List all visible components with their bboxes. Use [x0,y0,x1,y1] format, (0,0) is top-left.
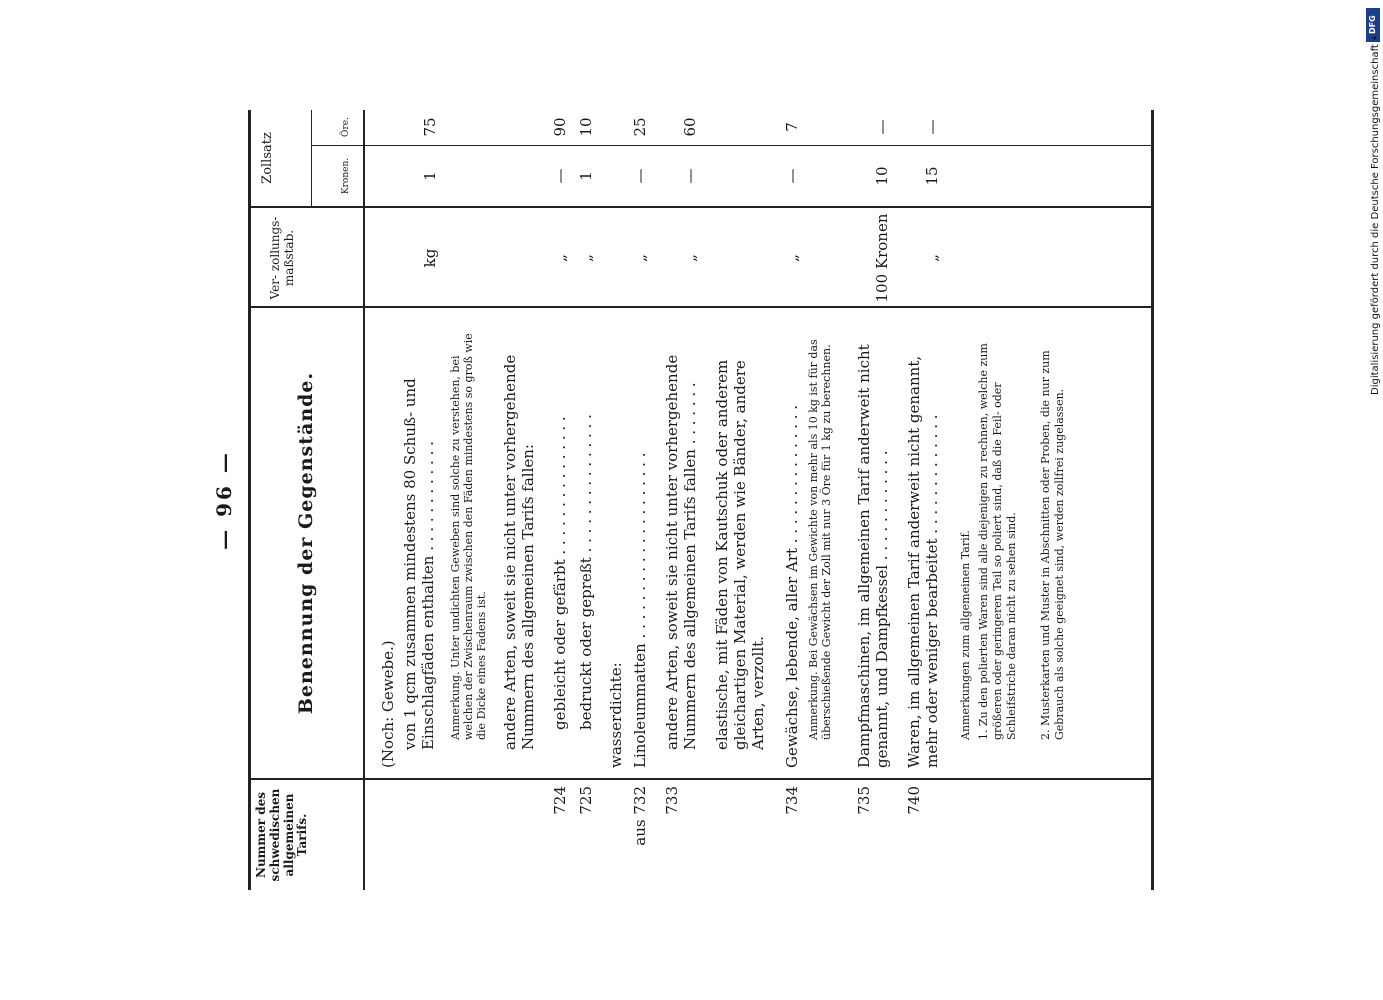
dfg-logo: DFG [1366,8,1380,42]
item-text: bedruckt oder gepreßt . . . . . . . . . . . . . . . [577,414,595,730]
zollsatz-rule [311,110,312,208]
annotation-text: Anmerkung. Unter undichten Geweben sind solche zu verstehen, bei welchen der Zwischenraum zwischen den Fäden mindestens so groß wie die Dicke eines Fadens ist. [449,333,488,740]
header-nummer: Nummer des schwedischen allgemeinen Tarifs. [254,788,310,882]
item-text: andere Arten, soweit sie nicht unter vorhergehende Nummern des allgemeinen Tarifs fallen: [501,354,537,750]
ore-value: 75 [421,117,439,137]
item-text: elastische, mit Fäden von Kautschuk oder anderem gleichartigen Material, werden wie Bänder, andere Arten, verzollt. [713,359,767,750]
digitization-note: Digitalisierung gefördert durch die Deutsche Forschungsgemeinschaft • [1370,35,1381,395]
unit: „ [577,254,595,262]
kronen-value: — [681,168,699,184]
ore-value: 7 [783,122,801,132]
item-text: andere Arten, soweit sie nicht unter vorhergehende Nummern des allgemeinen Tarifs fallen . . . . . . . [663,354,699,750]
kronen-value: 1 [421,171,439,181]
header-verzollung: Ver- zollungs- maßstab. [268,216,296,300]
header-ore: Öre. [341,117,351,137]
note-item: 2. Musterkarten und Muster in Abschnitten oder Proben, die nur zum Gebrauch als solche geeignet sind, werden zollfrei zugelassen. [1039,350,1066,740]
ore-value: 25 [631,117,649,137]
unit: „ [551,254,569,262]
unit: „ [631,254,649,262]
tariff-number: 734 [783,786,801,815]
ore-value: 90 [551,117,569,137]
kronen-value: — [631,168,649,184]
item-text: Gewächse, lebende, aller Art . . . . . . . . . . . . . . . [783,404,801,768]
ore-value: 10 [577,117,595,137]
item-text: Linoleummatten . . . . . . . . . . . . . . . . . . . . [631,452,649,768]
item-text: wasserdichte: [607,662,625,768]
unit: 100 Kronen [873,213,891,303]
unit: „ [783,254,801,262]
kronen-value: 15 [923,166,941,186]
tariff-number: 735 [855,786,873,815]
ore-value: — [923,119,941,135]
annotation-text: Anmerkung. Bei Gewächsen im Gewichte von mehr als 10 kg ist für das überschießende Gewicht der Zoll mit nur 3 Öre für 1 kg zu berechnen. [807,339,833,740]
item-text: Waren, im allgemeinen Tarif anderweit nicht genannt, mehr oder weniger bearbeitet . . . . . . . . . . . . . [905,355,941,768]
header-kronen: Kronen. [341,157,351,195]
item-text: von 1 qcm zusammen mindestens 80 Schuß- und Einschlagfäden enthalten . . . . . . . . . . . . [401,378,437,750]
col-divider [251,206,1151,208]
unit: „ [923,254,941,262]
tariff-number: 725 [577,786,595,815]
item-text: (Noch: Gewebe.) [379,640,397,768]
tariff-number: 724 [551,786,569,815]
header-zollsatz: Zollsatz [260,132,275,184]
notes-title: Anmerkungen zum allgemeinen Tarif. [959,530,972,740]
unit: „ [681,254,699,262]
header-rule [363,110,365,890]
col-divider [251,778,1151,780]
kronen-value: — [783,168,801,184]
col-divider [251,306,1151,308]
unit: kg [421,248,439,268]
ore-value: — [873,119,891,135]
note-item: 1. Zu den polierten Waren sind alle diejenigen zu rechnen, welche zum größeren oder geringeren Teil so poliert sind, daß die Feil- oder Schleifstriche daran nicht zu sehen sind. [977,343,1018,740]
tariff-number: aus 732 [631,786,649,846]
kronen-value: — [551,168,569,184]
ore-value: 60 [681,117,699,137]
page-number: — 96 — [212,450,236,550]
tariff-number: 733 [663,786,681,815]
header-benennung: Benennung der Gegenstände. [295,371,317,715]
tariff-table [248,110,1154,890]
item-text: Dampfmaschinen, im allgemeinen Tarif anderweit nicht genannt, und Dampfkessel . . . . . . . . . . . . [855,344,891,768]
item-text: gebleicht oder gefärbt . . . . . . . . . . . . . . . [551,416,569,730]
tariff-number: 740 [905,786,923,815]
kronen-value: 1 [577,171,595,181]
kronen-value: 10 [873,166,891,186]
